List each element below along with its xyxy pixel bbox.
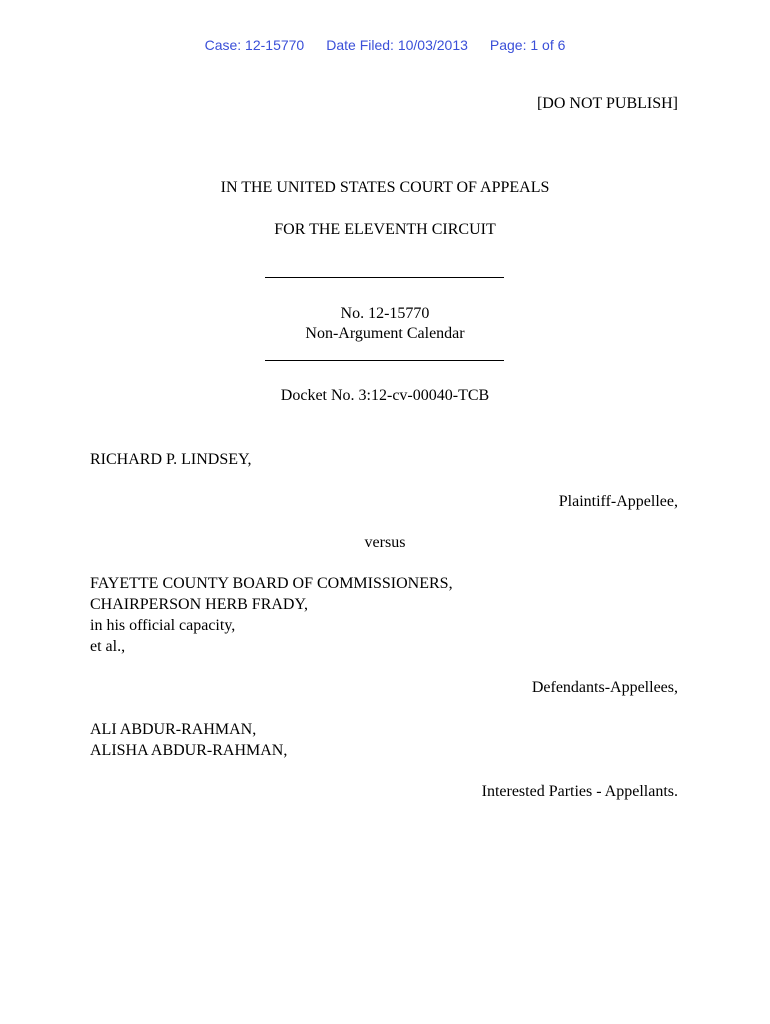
docket-number: Docket No. 3:12-cv-00040-TCB — [280, 387, 490, 404]
circuit-name: FOR THE ELEVENTH CIRCUIT — [274, 221, 496, 238]
case-number-header: Case: 12-15770 — [204, 37, 305, 53]
interested-party: ALI ABDUR-RAHMAN, — [90, 721, 257, 738]
versus-label: versus — [364, 534, 406, 551]
page-count-header: Page: 1 of 6 — [489, 37, 566, 53]
defendant-line: in his official capacity, — [90, 617, 236, 634]
interested-role: Interested Parties - Appellants. — [481, 783, 678, 800]
divider-top — [265, 277, 504, 278]
publish-notice: [DO NOT PUBLISH] — [536, 95, 678, 112]
defendant-line: CHAIRPERSON HERB FRADY, — [90, 596, 308, 613]
case-number: No. 12-15770 — [340, 305, 430, 322]
plaintiff-role: Plaintiff-Appellee, — [558, 493, 678, 510]
calendar-type: Non-Argument Calendar — [305, 325, 465, 342]
interested-party: ALISHA ABDUR-RAHMAN, — [90, 742, 288, 759]
ecf-header — [0, 37, 770, 53]
court-name: IN THE UNITED STATES COURT OF APPEALS — [220, 179, 550, 196]
plaintiff-name: RICHARD P. LINDSEY, — [90, 451, 252, 468]
divider-bottom — [265, 360, 504, 361]
defendants-role: Defendants-Appellees, — [531, 679, 678, 696]
defendant-line: FAYETTE COUNTY BOARD OF COMMISSIONERS, — [90, 575, 453, 592]
defendant-line: et al., — [90, 638, 126, 655]
date-filed-header: Date Filed: 10/03/2013 — [326, 37, 468, 53]
